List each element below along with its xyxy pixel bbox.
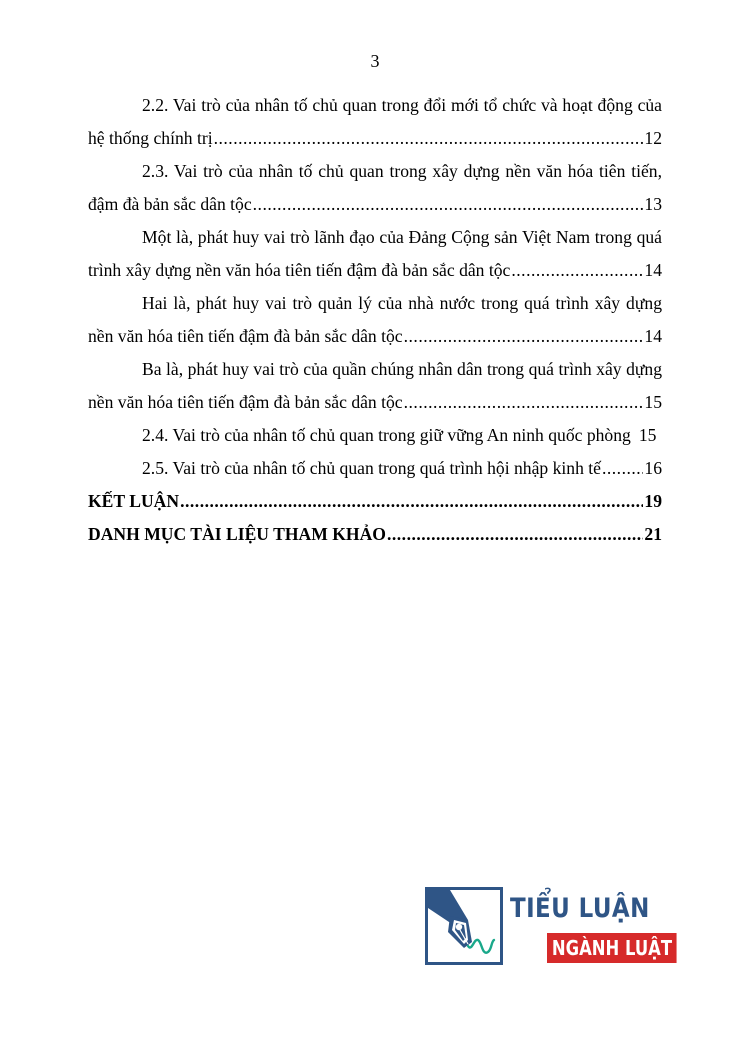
toc-page-number: 13 — [644, 194, 662, 214]
fountain-pen-icon — [425, 887, 503, 965]
toc-entry-text: Hai là, phát huy vai trò quản lý của nhà nước trong quá trình xây dựng — [142, 293, 662, 313]
toc-entry-2-4[interactable] — [88, 419, 662, 452]
page-number: 3 — [370, 51, 380, 71]
logo-title: TIỂU LUẬN — [510, 893, 650, 924]
toc-entry-text: Ba là, phát huy vai trò của quần chúng nhân dân trong quá trình xây dựng — [142, 359, 662, 379]
toc-page-number: 12 — [644, 128, 662, 148]
dot-leader — [404, 386, 644, 419]
toc-entry-text: 2.3. Vai trò của nhân tố chủ quan trong xây dựng nền văn hóa tiên tiến, — [142, 161, 662, 181]
toc-entry-text: DANH MỤC TÀI LIỆU THAM KHẢO — [88, 524, 386, 544]
toc-entry-text: trình xây dựng nền văn hóa tiên tiến đậm đà bản sắc dân tộc — [88, 260, 511, 280]
toc-entry-ba-la[interactable] — [88, 353, 662, 419]
toc-page-number: 14 — [644, 260, 662, 280]
dot-leader — [602, 452, 643, 485]
toc-entry-hai-la[interactable] — [88, 287, 662, 353]
toc-entry-text: hệ thống chính trị — [88, 128, 213, 148]
toc-entry-text: Một là, phát huy vai trò lãnh đạo của Đảng Cộng sản Việt Nam trong quá — [142, 227, 662, 247]
toc-entry-danh-muc-tai-lieu[interactable] — [88, 518, 662, 551]
table-of-contents — [88, 89, 662, 551]
dot-leader — [253, 188, 644, 221]
toc-entry-text: 2.4. Vai trò của nhân tố chủ quan trong giữ vững An ninh quốc phòng — [142, 425, 631, 445]
toc-page-number: 16 — [644, 458, 662, 478]
toc-page-number: 14 — [644, 326, 662, 346]
toc-entry-text: 2.5. Vai trò của nhân tố chủ quan trong quá trình hội nhập kinh tế — [142, 458, 601, 478]
toc-entry-text: KẾT LUẬN — [88, 491, 180, 511]
toc-entry-text: nền văn hóa tiên tiến đậm đà bản sắc dân tộc — [88, 326, 403, 346]
dot-leader — [214, 122, 644, 155]
toc-page-number: 19 — [644, 491, 662, 511]
dot-leader — [404, 320, 644, 353]
toc-page-number: 15 — [644, 392, 662, 412]
brand-logo — [425, 887, 673, 967]
toc-entry-text: 2.2. Vai trò của nhân tố chủ quan trong đổi mới tổ chức và hoạt động của — [142, 95, 662, 115]
logo-subtitle: NGÀNH LUẬT — [547, 933, 677, 963]
dot-leader — [180, 485, 643, 518]
toc-entry-text: đậm đà bản sắc dân tộc — [88, 194, 252, 214]
toc-entry-mot-la[interactable] — [88, 221, 662, 287]
dot-leader — [511, 254, 643, 287]
toc-entry-ket-luan[interactable] — [88, 485, 662, 518]
toc-entry-2-2[interactable] — [88, 89, 662, 155]
toc-page-number: 15 — [638, 425, 657, 445]
toc-entry-2-3[interactable] — [88, 155, 662, 221]
toc-entry-2-5[interactable] — [88, 452, 662, 485]
toc-entry-text: nền văn hóa tiên tiến đậm đà bản sắc dân tộc — [88, 392, 403, 412]
dot-leader — [387, 518, 643, 551]
toc-page-number: 21 — [644, 524, 662, 544]
